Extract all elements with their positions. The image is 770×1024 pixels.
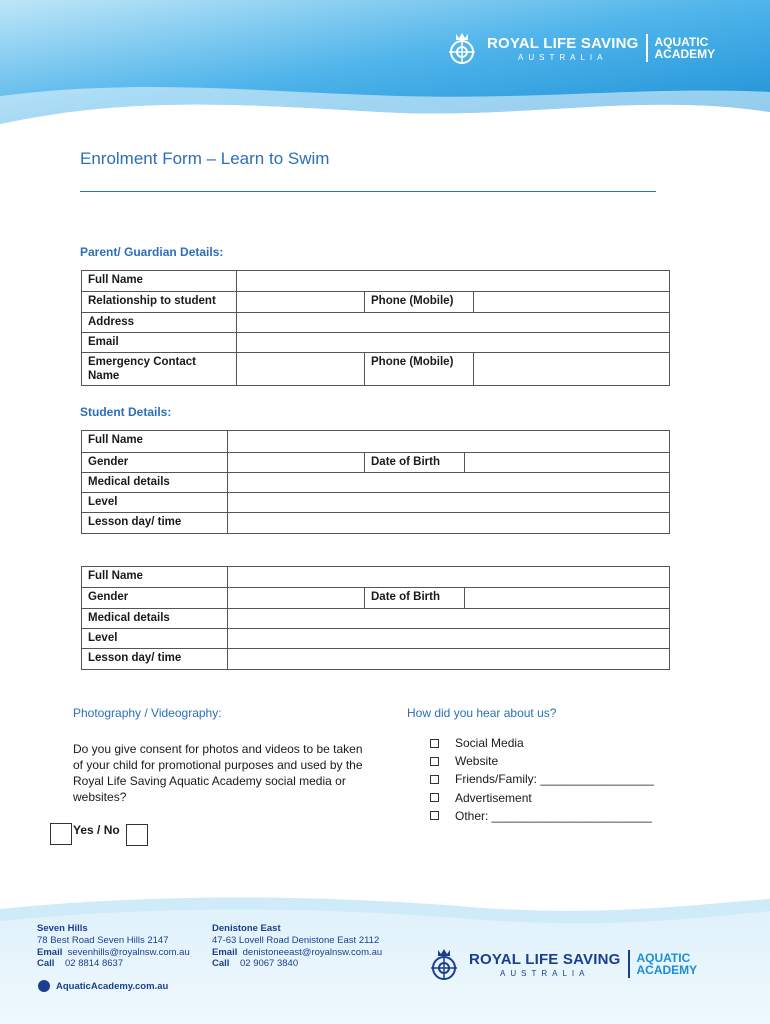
hear-about-options xyxy=(430,734,654,825)
level-field[interactable] xyxy=(228,493,670,513)
logo-text: ROYAL LIFE SAVING xyxy=(487,34,639,52)
logo-subtext: AUSTRALIA xyxy=(500,968,590,978)
parent-full-name-field[interactable] xyxy=(237,271,670,292)
student-full-name-field[interactable] xyxy=(228,431,670,453)
lesson-label: Lesson day/ time xyxy=(82,513,228,534)
email-label: Email xyxy=(82,333,237,353)
address-field[interactable] xyxy=(237,313,670,333)
checkbox-icon[interactable] xyxy=(430,739,439,748)
relationship-label: Relationship to student xyxy=(82,292,237,313)
medical-field[interactable] xyxy=(228,609,670,629)
checkbox-icon[interactable] xyxy=(430,757,439,766)
email-label: Email xyxy=(212,946,238,958)
logo-text: ROYAL LIFE SAVING xyxy=(469,950,621,968)
student-details-table-1 xyxy=(81,430,670,534)
level-field[interactable] xyxy=(228,629,670,649)
gender-field[interactable] xyxy=(228,588,365,609)
footer-logo xyxy=(427,946,697,982)
phone-number[interactable]: 02 8814 8637 xyxy=(65,958,124,970)
student-details-table-2 xyxy=(81,566,670,670)
logo-academy-line1: AQUATIC xyxy=(636,951,691,965)
level-label: Level xyxy=(82,493,228,513)
gender-label: Gender xyxy=(82,588,228,609)
website-link[interactable] xyxy=(38,980,168,992)
page-title: Enrolment Form – Learn to Swim xyxy=(80,149,330,168)
parent-section-label: Parent/ Guardian Details: xyxy=(80,245,224,259)
royal-crest-icon xyxy=(445,30,479,66)
logo-academy-line2: ACADEMY xyxy=(636,963,698,977)
yes-no-label: Yes / No xyxy=(73,823,120,837)
lesson-label: Lesson day/ time xyxy=(82,649,228,670)
logo-divider xyxy=(646,34,648,62)
option-label: Other: ________________________ xyxy=(455,808,652,823)
no-checkbox[interactable] xyxy=(126,824,148,846)
option-other[interactable] xyxy=(430,807,654,825)
emergency-phone-field[interactable] xyxy=(474,353,670,386)
call-label: Call xyxy=(212,958,230,970)
student-full-name-label: Full Name xyxy=(82,567,228,588)
lesson-field[interactable] xyxy=(228,513,670,534)
header-logo xyxy=(445,30,715,66)
student-full-name-label: Full Name xyxy=(82,431,228,453)
student-full-name-field[interactable] xyxy=(228,567,670,588)
yes-checkbox[interactable] xyxy=(50,823,72,845)
location-name: Seven Hills xyxy=(37,923,88,934)
medical-field[interactable] xyxy=(228,473,670,493)
option-friends-family[interactable] xyxy=(430,770,654,788)
option-website[interactable] xyxy=(430,752,654,770)
option-advertisement[interactable] xyxy=(430,789,654,807)
option-label: Friends/Family: _________________ xyxy=(455,772,654,787)
consent-text: Do you give consent for photos and videos to be taken of your child for promotional purposes and used by the Royal Life Saving Aquatic Academy social media or websites? xyxy=(73,742,363,804)
location-name: Denistone East xyxy=(212,923,281,934)
parent-details-table xyxy=(81,270,670,386)
medical-label: Medical details xyxy=(82,609,228,629)
gender-label: Gender xyxy=(82,453,228,473)
emergency-phone-label: Phone (Mobile) xyxy=(365,353,474,386)
call-label: Call xyxy=(37,958,55,970)
dob-label: Date of Birth xyxy=(365,588,465,609)
logo-divider xyxy=(628,950,630,978)
photography-label: Photography / Videography: xyxy=(73,706,222,720)
emergency-contact-field[interactable] xyxy=(237,353,365,386)
phone-number[interactable]: 02 9067 3840 xyxy=(240,958,299,970)
email-link[interactable]: sevenhills@royalnsw.com.au xyxy=(67,946,190,958)
location-address: 47-63 Lovell Road Denistone East 2112 xyxy=(212,934,380,946)
option-label: Advertisement xyxy=(455,790,532,805)
parent-phone-field[interactable] xyxy=(474,292,670,313)
option-label: Website xyxy=(455,754,499,769)
checkbox-icon[interactable] xyxy=(430,793,439,802)
denistone-east-contact xyxy=(212,923,382,970)
logo-academy-line1: AQUATIC xyxy=(654,35,709,49)
seven-hills-contact xyxy=(37,923,190,970)
location-address: 78 Best Road Seven Hills 2147 xyxy=(37,934,169,946)
gender-field[interactable] xyxy=(228,453,365,473)
parent-full-name-label: Full Name xyxy=(82,271,237,292)
logo-subtext: AUSTRALIA xyxy=(518,52,608,62)
relationship-field[interactable] xyxy=(237,292,365,313)
header-wave-banner xyxy=(0,0,770,135)
medical-label: Medical details xyxy=(82,473,228,493)
logo-academy-line2: ACADEMY xyxy=(654,47,716,61)
address-label: Address xyxy=(82,313,237,333)
royal-crest-icon xyxy=(427,946,461,982)
checkbox-icon[interactable] xyxy=(430,775,439,784)
globe-icon xyxy=(38,980,50,992)
website-text[interactable]: AquaticAcademy.com.au xyxy=(56,980,169,992)
dob-field[interactable] xyxy=(465,588,670,609)
email-link[interactable]: denistoneeast@royalnsw.com.au xyxy=(242,946,383,958)
option-label: Social Media xyxy=(455,736,524,750)
title-underline xyxy=(80,191,656,192)
lesson-field[interactable] xyxy=(228,649,670,670)
dob-label: Date of Birth xyxy=(365,453,465,473)
checkbox-icon[interactable] xyxy=(430,811,439,820)
student-section-label: Student Details: xyxy=(80,405,172,419)
email-label: Email xyxy=(37,946,63,958)
emergency-contact-label: Emergency Contact Name xyxy=(82,353,237,386)
dob-field[interactable] xyxy=(465,453,670,473)
level-label: Level xyxy=(82,629,228,649)
parent-phone-label: Phone (Mobile) xyxy=(365,292,474,313)
email-field[interactable] xyxy=(237,333,670,353)
hear-about-label: How did you hear about us? xyxy=(407,706,557,720)
option-social-media[interactable] xyxy=(430,734,654,752)
